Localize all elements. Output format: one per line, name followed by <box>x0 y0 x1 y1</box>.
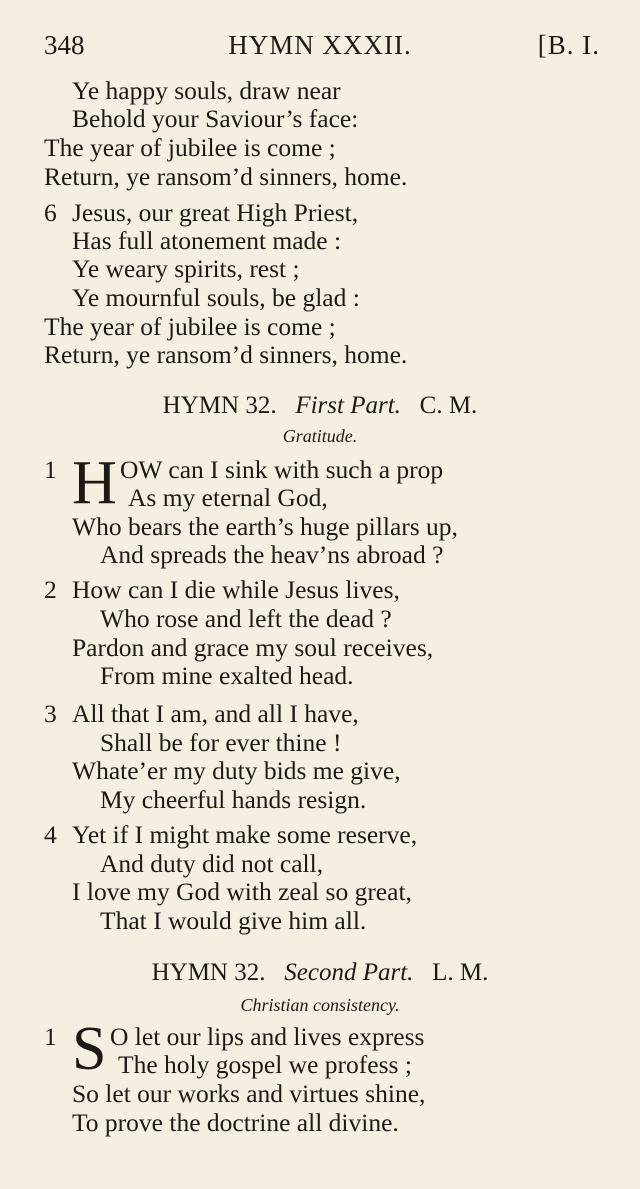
verse-line: Who rose and left the dead ? <box>100 604 392 633</box>
verse-line: All that I am, and all I have, <box>72 699 359 728</box>
verse-line: Jesus, our great High Priest, <box>72 198 359 227</box>
book-section: [B. I. <box>537 30 600 60</box>
hymn-heading-first-part <box>0 392 640 420</box>
hymn-part: Second Part. <box>284 959 414 986</box>
hymn-subject: Gratitude. <box>282 426 358 446</box>
running-header <box>0 30 640 64</box>
hymn-heading-second-part <box>0 959 640 987</box>
verse-line: As my eternal God, <box>128 483 328 512</box>
verse-line: Behold your Saviour’s face: <box>72 104 359 133</box>
drop-cap-letter: S <box>72 1015 107 1083</box>
verse-line: Return, ye ransom’d sinners, home. <box>44 162 408 191</box>
verse-line: Has full atonement made : <box>72 226 342 255</box>
verse-number: 3 <box>44 699 57 728</box>
verse-line: Ye mournful souls, be glad : <box>72 283 360 312</box>
verse-line: That I would give him all. <box>100 906 367 935</box>
hymn-meter: L. M. <box>432 959 489 986</box>
verse-line: I love my God with zeal so great, <box>72 877 412 906</box>
verse-line: Pardon and grace my soul receives, <box>72 633 434 662</box>
hymn-number: HYMN 32. <box>162 392 277 419</box>
hymn-meter: C. M. <box>419 392 478 419</box>
drop-cap-letter: H <box>72 449 117 517</box>
verse-line: From mine exalted head. <box>100 661 354 690</box>
verse-line: Who bears the earth’s huge pillars up, <box>72 512 458 541</box>
verse-number: 1 <box>44 1022 57 1051</box>
verse-line: The holy gospel we profess ; <box>118 1050 412 1079</box>
verse-line: Return, ye ransom’d sinners, home. <box>44 340 408 369</box>
verse-line: Whate’er my duty bids me give, <box>72 756 401 785</box>
running-title: HYMN XXXII. <box>228 30 412 60</box>
verse-line: Yet if I might make some reserve, <box>72 820 418 849</box>
hymn-subject: Christian consistency. <box>240 995 400 1015</box>
verse-number: 1 <box>44 455 57 484</box>
verse-number: 4 <box>44 820 57 849</box>
verse-line: Shall be for ever thine ! <box>100 728 342 757</box>
verse-number: 6 <box>44 198 57 227</box>
hymn-number: HYMN 32. <box>151 959 266 986</box>
hymn-part: First Part. <box>295 392 401 419</box>
page-number: 348 <box>44 30 85 60</box>
verse-line: To prove the doctrine all divine. <box>72 1108 399 1137</box>
verse-line: O let our lips and lives express <box>110 1022 425 1051</box>
verse-line: OW can I sink with such a prop <box>120 455 444 484</box>
verse-number: 2 <box>44 575 57 604</box>
verse-line: Ye happy souls, draw near <box>72 76 341 105</box>
verse-line: So let our works and virtues shine, <box>72 1079 426 1108</box>
verse-line: My cheerful hands resign. <box>100 785 367 814</box>
verse-line: The year of jubilee is come ; <box>44 133 336 162</box>
verse-line: The year of jubilee is come ; <box>44 312 336 341</box>
verse-line: Ye weary spirits, rest ; <box>72 254 300 283</box>
verse-line: How can I die while Jesus lives, <box>72 575 400 604</box>
verse-line: And duty did not call, <box>100 849 324 878</box>
verse-line: And spreads the heav’ns abroad ? <box>100 540 444 569</box>
